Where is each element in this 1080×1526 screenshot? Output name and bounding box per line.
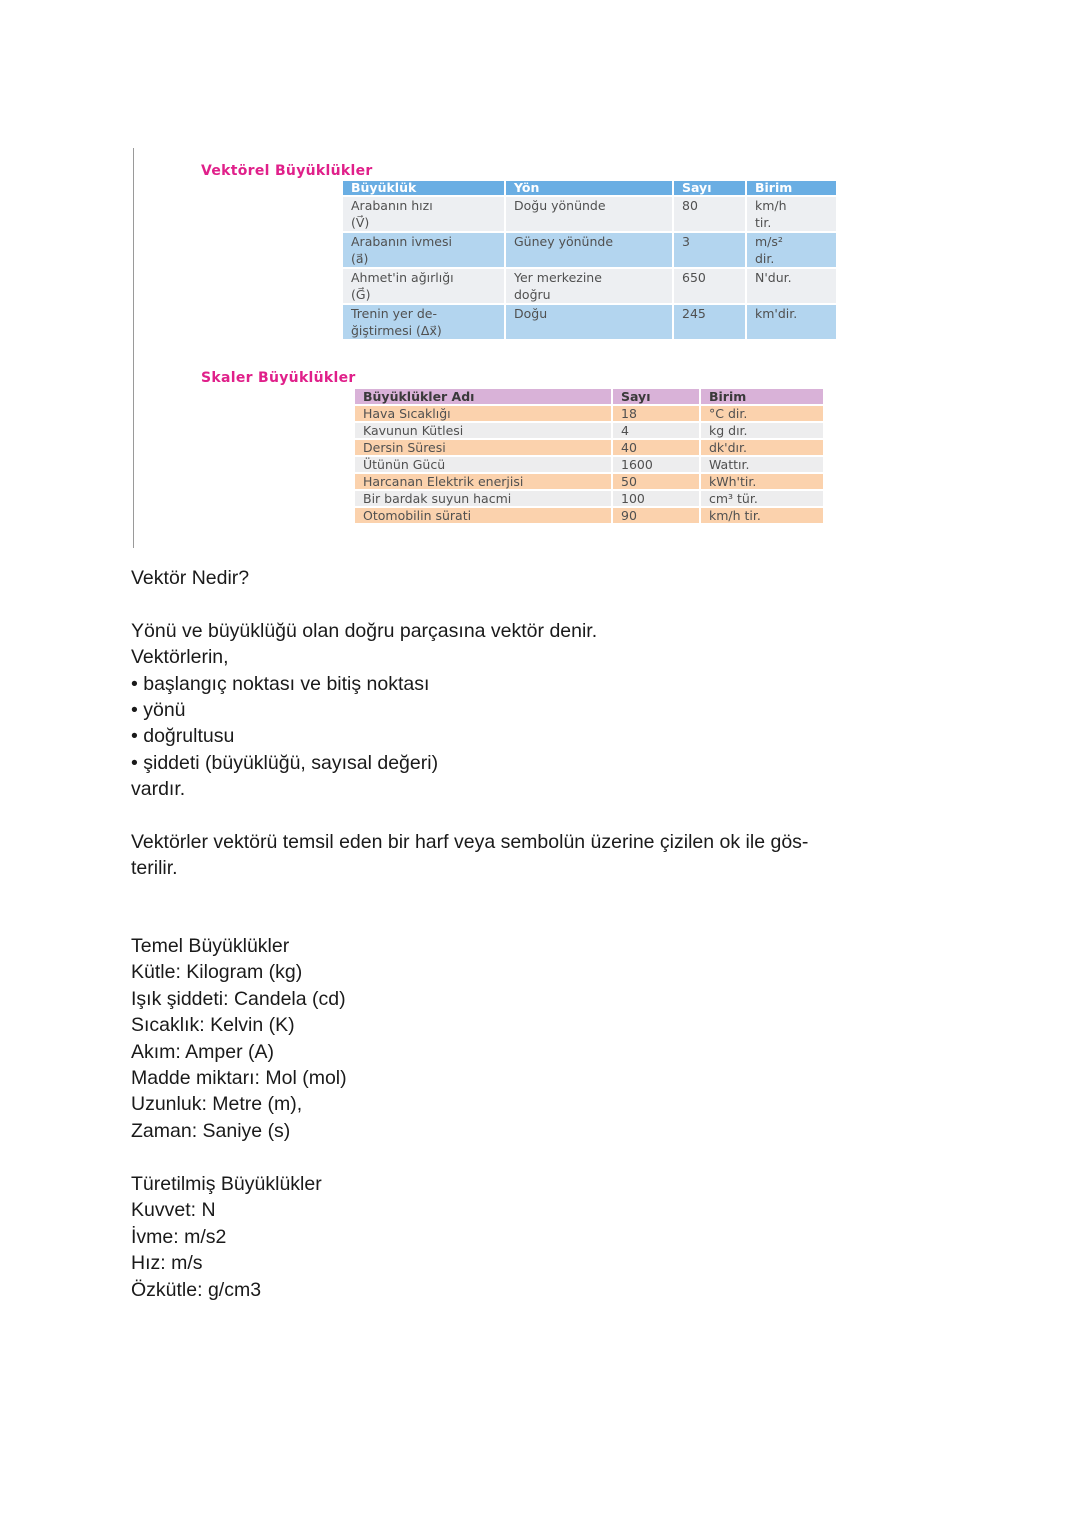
list-item: Madde miktarı: Mol (mol) xyxy=(131,1067,347,1090)
number-cell: 40 xyxy=(613,440,699,455)
vector-quantities-table xyxy=(341,179,838,341)
table-row xyxy=(355,406,823,421)
list-item: Akım: Amper (A) xyxy=(131,1040,275,1063)
unit-cell: dk'dır. xyxy=(701,440,823,455)
list-item: Zaman: Saniye (s) xyxy=(131,1119,291,1142)
number-cell: 50 xyxy=(613,474,699,489)
number-cell: 100 xyxy=(613,491,699,506)
vector-notation-line: Vektörler vektörü temsil eden bir harf veya sembolün üzerine çizilen ok ile gös- xyxy=(131,831,809,854)
base-quantities-section xyxy=(131,933,347,1144)
list-item: • başlangıç noktası ve bitiş noktası xyxy=(131,672,430,695)
name-cell: Otomobilin sürati xyxy=(355,508,611,523)
unit-cell: °C dir. xyxy=(701,406,823,421)
direction-cell: Güney yönünde xyxy=(506,233,672,267)
table-row xyxy=(343,197,836,231)
scalar-quantities-title: Skaler Büyüklükler xyxy=(201,370,356,386)
number-cell: 245 xyxy=(674,305,745,339)
number-cell: 4 xyxy=(613,423,699,438)
list-item: • şiddeti (büyüklüğü, sayısal değeri) xyxy=(131,751,439,774)
number-cell: 80 xyxy=(674,197,745,231)
list-item: Sıcaklık: Kelvin (K) xyxy=(131,1014,295,1037)
name-cell: Bir bardak suyun hacmi xyxy=(355,491,611,506)
column-header-unit: Birim xyxy=(747,181,836,195)
list-item: Kütle: Kilogram (kg) xyxy=(131,961,303,984)
table-row xyxy=(355,508,823,523)
base-quantities-heading: Temel Büyüklükler xyxy=(131,935,290,957)
column-header-number: Sayı xyxy=(674,181,745,195)
unit-cell: km'dir. xyxy=(747,305,836,339)
table-row xyxy=(343,233,836,267)
derived-quantities-section xyxy=(131,1171,322,1303)
unit-cell: km/h tir. xyxy=(701,508,823,523)
vector-quantities-title: Vektörel Büyüklükler xyxy=(201,163,373,179)
name-cell: Harcanan Elektrik enerjisi xyxy=(355,474,611,489)
unit-cell: kg dır. xyxy=(701,423,823,438)
list-item: • yönü xyxy=(131,699,186,722)
name-cell: Hava Sıcaklığı xyxy=(355,406,611,421)
column-header-number: Sayı xyxy=(613,389,699,404)
vector-intro: Vektörlerin, xyxy=(131,646,229,669)
unit-cell: N'dur. xyxy=(747,269,836,303)
list-item: Kuvvet: N xyxy=(131,1199,216,1222)
column-header-direction: Yön xyxy=(506,181,672,195)
vector-outro: vardır. xyxy=(131,778,186,801)
list-item: Uzunluk: Metre (m), xyxy=(131,1093,303,1116)
quantity-cell: Arabanın hızı (V⃗) xyxy=(343,197,504,231)
vector-definition: Yönü ve büyüklüğü olan doğru parçasına vektör denir. xyxy=(131,619,598,642)
direction-cell: Yer merkezine doğru xyxy=(506,269,672,303)
number-cell: 3 xyxy=(674,233,745,267)
number-cell: 1600 xyxy=(613,457,699,472)
derived-quantities-heading: Türetilmiş Büyüklükler xyxy=(131,1173,322,1195)
number-cell: 18 xyxy=(613,406,699,421)
list-item: Hız: m/s xyxy=(131,1252,203,1275)
number-cell: 90 xyxy=(613,508,699,523)
vector-notation-line: terilir. xyxy=(131,857,178,880)
list-item: Özkütle: g/cm3 xyxy=(131,1278,262,1301)
table-header-row xyxy=(343,181,836,195)
table-row xyxy=(355,491,823,506)
quantity-cell: Arabanın ivmesi (a⃗) xyxy=(343,233,504,267)
column-header-quantity: Büyüklük xyxy=(343,181,504,195)
vector-heading: Vektör Nedir? xyxy=(131,567,250,589)
column-header-name: Büyüklükler Adı xyxy=(355,389,611,404)
list-item: Işık şiddeti: Candela (cd) xyxy=(131,987,346,1010)
name-cell: Kavunun Kütlesi xyxy=(355,423,611,438)
number-cell: 650 xyxy=(674,269,745,303)
table-row xyxy=(343,305,836,339)
quantity-cell: Ahmet'in ağırlığı (G⃗) xyxy=(343,269,504,303)
table-row xyxy=(343,269,836,303)
name-cell: Ütünün Gücü xyxy=(355,457,611,472)
unit-cell: kWh'tir. xyxy=(701,474,823,489)
table-header-row xyxy=(355,389,823,404)
column-header-unit: Birim xyxy=(701,389,823,404)
table-row xyxy=(355,457,823,472)
name-cell: Dersin Süresi xyxy=(355,440,611,455)
unit-cell: cm³ tür. xyxy=(701,491,823,506)
table-row xyxy=(355,474,823,489)
margin-divider-line xyxy=(133,148,134,548)
quantity-cell: Trenin yer de- ğiştirmesi (Δx⃗) xyxy=(343,305,504,339)
scalar-quantities-table xyxy=(353,387,825,525)
unit-cell: km/h tir. xyxy=(747,197,836,231)
list-item: • doğrultusu xyxy=(131,725,235,748)
vector-definition-section xyxy=(131,565,808,882)
list-item: İvme: m/s2 xyxy=(131,1225,227,1248)
direction-cell: Doğu xyxy=(506,305,672,339)
unit-cell: Wattır. xyxy=(701,457,823,472)
table-row xyxy=(355,440,823,455)
table-row xyxy=(355,423,823,438)
unit-cell: m/s² dir. xyxy=(747,233,836,267)
direction-cell: Doğu yönünde xyxy=(506,197,672,231)
